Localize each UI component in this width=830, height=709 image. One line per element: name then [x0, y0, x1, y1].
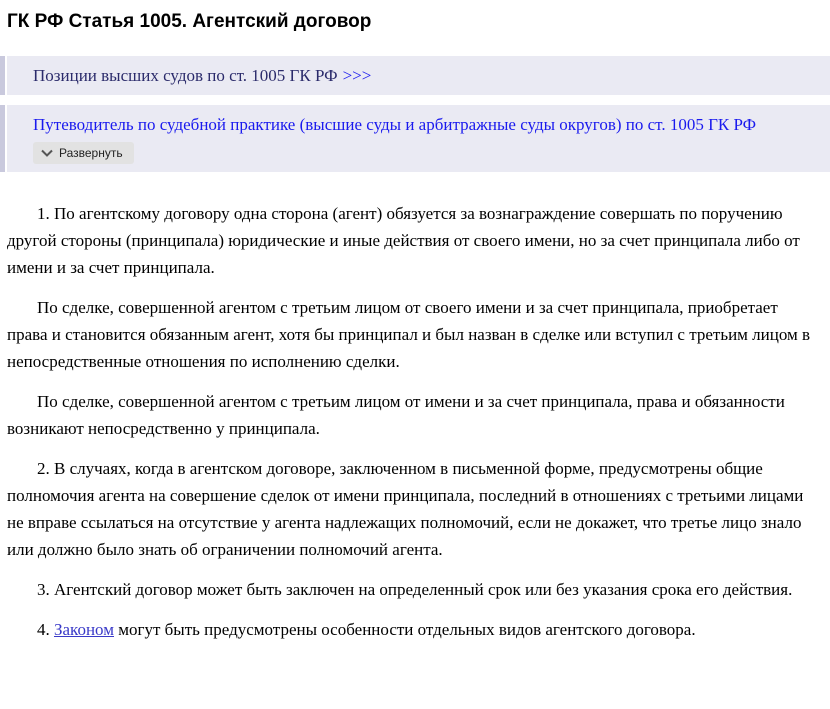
- expand-button-label: Развернуть: [59, 146, 123, 160]
- clause4-suffix: могут быть предусмотрены особенности отдельных видов агентского договора.: [114, 620, 696, 639]
- article-paragraph-5: 3. Агентский договор может быть заключен на определенный срок или без указания срока его действия.: [37, 580, 793, 599]
- article-paragraph-2: По сделке, совершенной агентом с третьим лицом от своего имени и за счет принципала, приобретает права и становится обязанным агент, хотя бы принципал и был назван в сделке или вступил с третьим лицом в непосредственные отношения по исполнению сделки.: [7, 298, 811, 371]
- positions-arrows-link[interactable]: >>>: [342, 66, 372, 85]
- article-paragraph-3: По сделке, совершенной агентом с третьим лицом от имени и за счет принципала, права и обязанности возникают непосредственно у принципала.: [7, 392, 785, 438]
- guide-box: [7, 105, 830, 172]
- page-title: ГК РФ Статья 1005. Агентский договор: [7, 11, 372, 32]
- chevron-down-icon: [41, 149, 53, 157]
- clause4-prefix: 4.: [37, 620, 54, 639]
- positions-box: [7, 56, 830, 95]
- article-paragraph-6: [7, 616, 822, 643]
- article-paragraph-1: 1. По агентскому договору одна сторона (агент) обязуется за вознаграждение совершать по поручению другой стороны (принципала) юридические и иные действия от своего имени, но за счет принципала либо от имени и за счет принципала.: [7, 204, 800, 277]
- article-paragraph-4: 2. В случаях, когда в агентском договоре, заключенном в письменной форме, предусмотрены общие полномочия агента на совершение сделок от имени принципала, последний в отношениях с третьими лицами не вправе ссылаться на отсутствие у агента надлежащих полномочий, если не докажет, что третье лицо знало или должно было знать об ограничении полномочий агента.: [7, 459, 804, 559]
- expand-button[interactable]: [33, 142, 134, 164]
- positions-text: Позиции высших судов по ст. 1005 ГК РФ: [33, 66, 338, 85]
- guide-link[interactable]: Путеводитель по судебной практике (высшие суды и арбитражные суды округов) по ст. 1005 ГК РФ: [33, 115, 757, 134]
- law-link[interactable]: Законом: [54, 620, 114, 639]
- article-body: [0, 200, 830, 643]
